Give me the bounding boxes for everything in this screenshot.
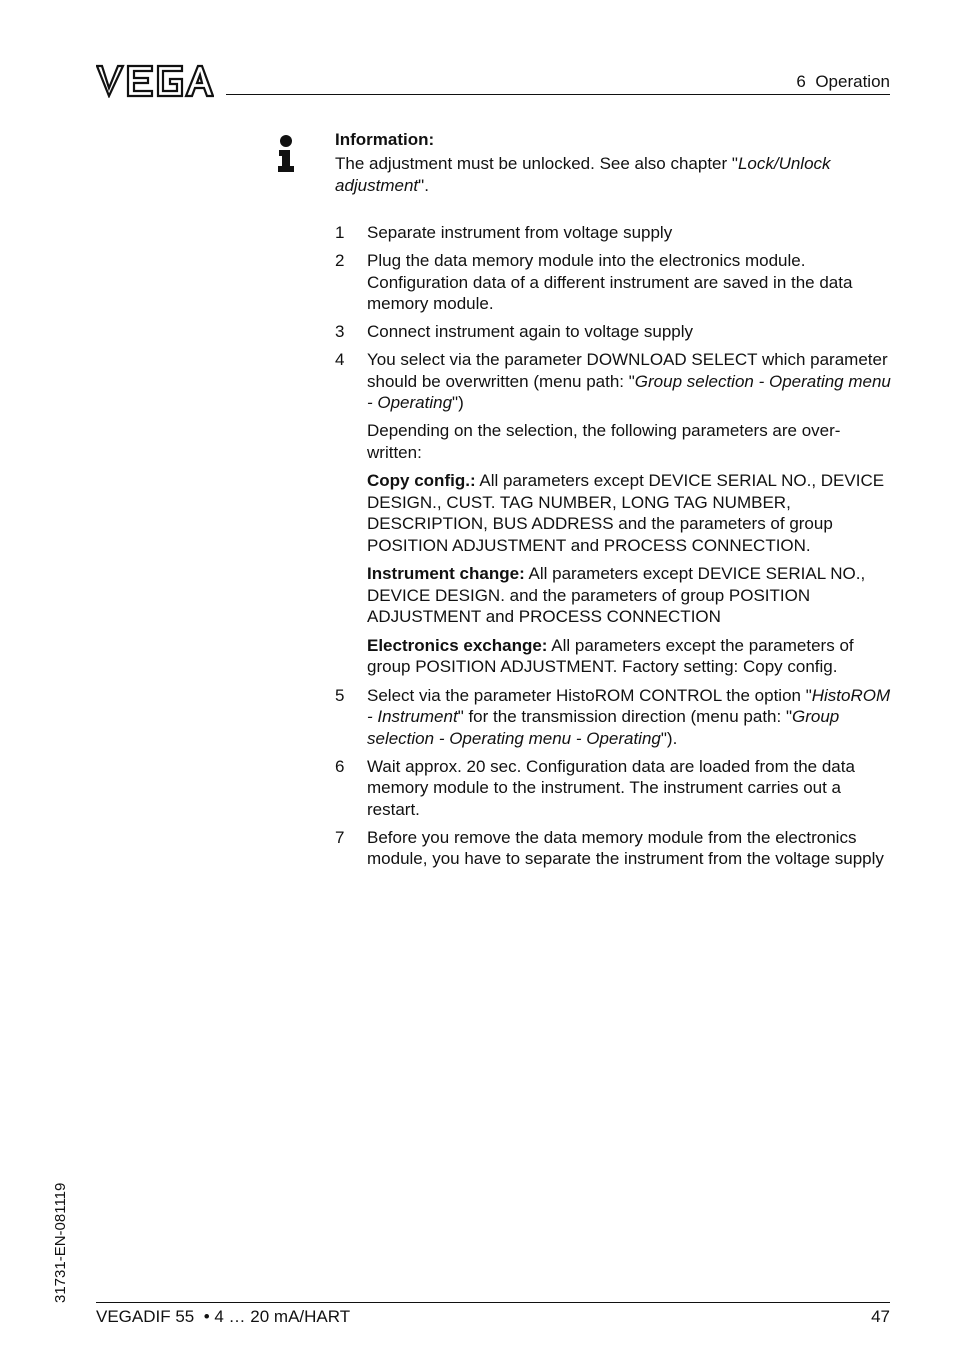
menu-path: Group selection - Operating menu - Operating xyxy=(367,371,891,412)
option-value: HistoROM - Instrument xyxy=(367,685,891,726)
section-number: 6 xyxy=(796,72,806,91)
step-number: 7 xyxy=(335,827,345,847)
option-text: All parameters except DEVICE SERIAL NO., DEVICE DESIGN., CUST. TAG NUMBER, LONG TAG NUMBER, DESCRIPTION, BUS ADDRESS and the parameters of group POSITION ADJUSTMENT and PROCESS CONNECTION. xyxy=(367,471,885,555)
step-text-part: " for the transmission direction (menu path: " xyxy=(457,707,792,726)
step-text-part: Select via the parameter HistoROM CONTROL the option " xyxy=(367,685,812,705)
step-text xyxy=(367,685,891,750)
list-item xyxy=(335,222,891,244)
step-text: Wait approx. 20 sec. Configuration data are loaded from the data memory module to the instrument. The instrument carries out a restart. xyxy=(367,756,855,819)
footer-product: VEGADIF 55 • 4 … 20 mA/HART xyxy=(96,1307,351,1326)
list-item xyxy=(335,349,891,414)
info-title: Information: xyxy=(335,130,435,149)
step-number: 1 xyxy=(335,223,345,242)
menu-path: Group selection - Operating menu - Operating xyxy=(367,707,840,748)
section-title: Operation xyxy=(815,72,890,91)
option-text: All parameters except DEVICE SERIAL NO., DEVICE DESIGN. and the parameters of group POSITION ADJUSTMENT and PROCESS CONNECTION xyxy=(367,564,866,626)
header-rule xyxy=(226,94,890,95)
list-item xyxy=(335,321,891,343)
step-text-part: "). xyxy=(660,728,678,748)
information-icon xyxy=(276,134,296,174)
list-item xyxy=(335,756,891,821)
list-item xyxy=(335,250,891,315)
procedure-steps xyxy=(335,222,891,876)
option-electronics-exchange xyxy=(367,635,891,678)
step-text-part: ") xyxy=(452,393,464,412)
page-number: 47 xyxy=(871,1307,890,1326)
list-item xyxy=(335,685,891,750)
option-copy-config xyxy=(367,470,891,556)
vega-logo xyxy=(96,64,214,98)
step-text: Connect instrument again to voltage supply xyxy=(367,322,694,341)
chapter-reference: Lock/Unlock adjustment xyxy=(335,154,831,195)
step-number: 4 xyxy=(335,350,345,369)
step-number: 2 xyxy=(335,251,345,270)
step-text: Separate instrument from voltage supply xyxy=(367,223,673,242)
option-label: Instrument change: xyxy=(367,564,525,583)
download-select-description: Depending on the selection, the following parameters are over-written: xyxy=(367,421,841,462)
option-label: Copy config.: xyxy=(367,471,476,490)
section-header xyxy=(796,72,890,92)
option-text: All parameters except the parameters of group POSITION ADJUSTMENT. Factory setting: Copy config. xyxy=(367,635,854,676)
document-id: 31731-EN-081119 xyxy=(52,1182,69,1303)
step-number: 6 xyxy=(335,756,345,776)
step-text xyxy=(367,349,891,414)
step-text: Before you remove the data memory module from the electronics module, you have to separate the instrument from the voltage supply xyxy=(367,827,884,868)
step-text: Plug the data memory module into the electronics module. Configuration data of a different instrument are saved in the data memory module. xyxy=(367,251,853,313)
option-label: Electronics exchange: xyxy=(367,635,548,655)
info-text-part: ". xyxy=(418,175,429,195)
info-text-part: The adjustment must be unlocked. See also chapter " xyxy=(335,154,738,173)
footer-rule xyxy=(96,1302,890,1303)
step-text-part: You select via the parameter DOWNLOAD SELECT which parameter should be overwritten (menu path: " xyxy=(367,350,888,391)
step-number: 3 xyxy=(335,322,345,341)
list-item xyxy=(335,827,891,870)
option-instrument-change xyxy=(367,563,891,628)
info-text xyxy=(335,153,891,196)
step-number: 5 xyxy=(335,685,345,705)
